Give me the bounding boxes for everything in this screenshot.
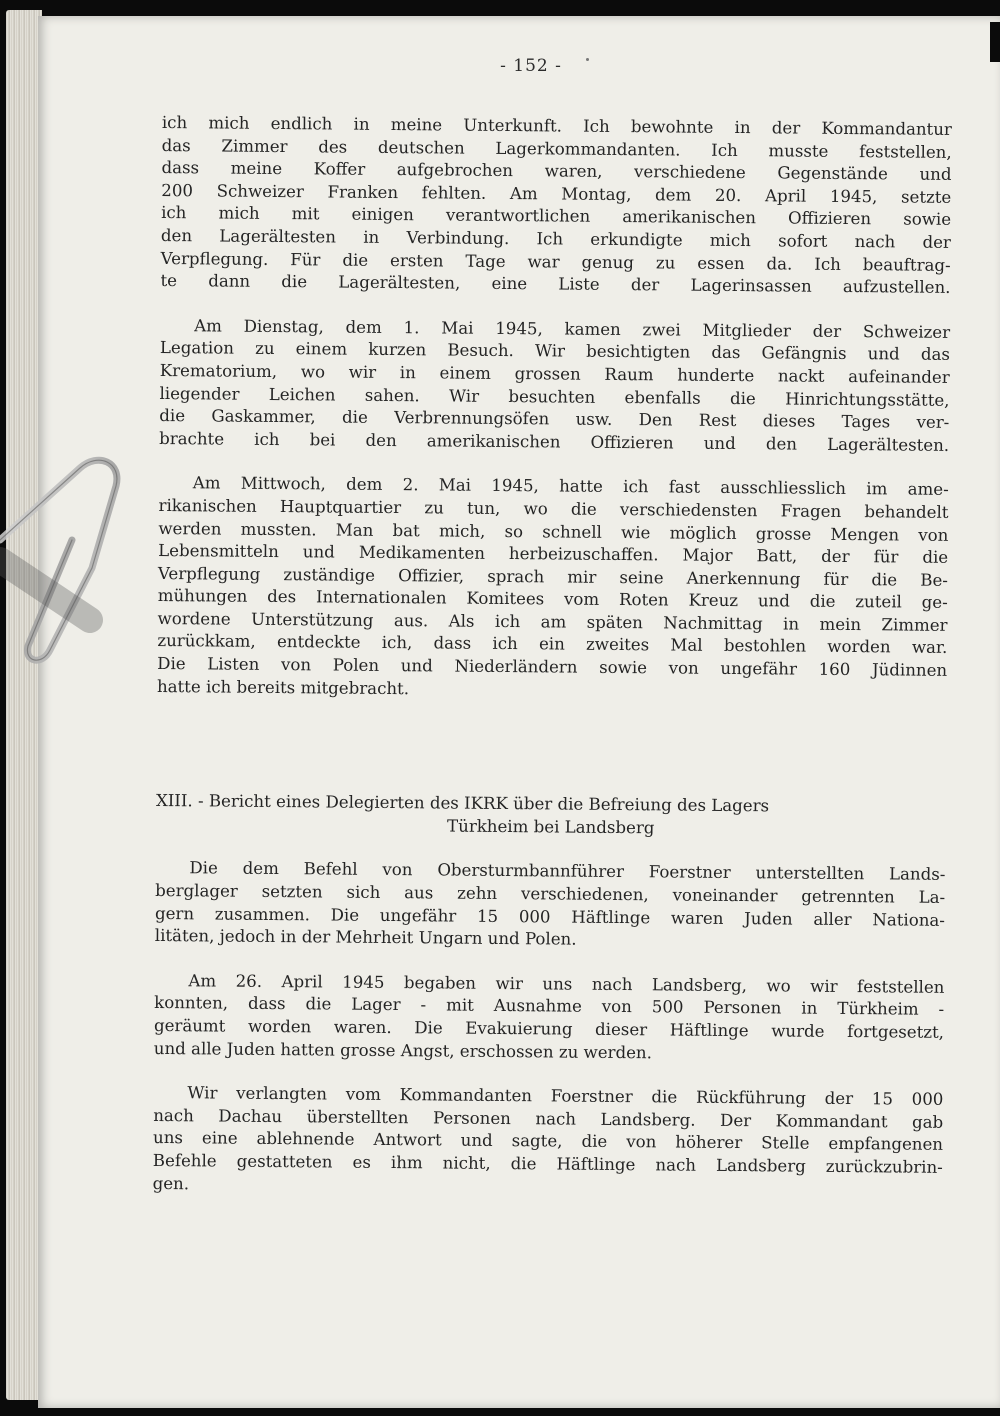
text-line: 200 Schweizer Franken fehlten. Am Montag, dem 20. April 1945, setzte (161, 180, 952, 207)
text-line: litäten, jedoch in der Mehrheit Ungarn und Polen. (154, 926, 577, 949)
text-line: Die dem Befehl von Obersturmbannführer Foerstner unterstellten Lands- (189, 858, 946, 885)
section-heading (156, 790, 946, 842)
text-line: ich mich mit einigen verantwortlichen amerikanischen Offizieren sowie (161, 203, 952, 230)
text-line: Am Dienstag, dem 1. Mai 1945, kamen zwei Mitglieder der Schweizer (194, 316, 951, 342)
book-page-edges (6, 10, 42, 1400)
text-line: uns eine ablehnende Antwort und sagte, die von höherer Stelle empfangenen (152, 1128, 944, 1155)
document-body (153, 112, 952, 1202)
text-line: gen. (152, 1173, 190, 1193)
text-line: Wir verlangten vom Kommandanten Foerstner die Rückführung der 15 000 (187, 1083, 944, 1110)
section-paragraph-2 (154, 970, 945, 1067)
text-line: den Lagerältesten in Verbindung. Ich erkundigte mich sofort nach der (160, 225, 951, 252)
text-line: Verpflegung zuständige Offizier, sprach mir seine Anerkennung für die Be- (157, 563, 949, 590)
text-line: gern zusammen. Die ungefähr 15 000 Häftlinge waren Juden aller Nationa- (154, 903, 946, 930)
text-line: zurückkam, entdeckte ich, dass ich ein zweites Mal bestohlen worden war. (157, 631, 948, 658)
section-paragraph-3 (153, 1082, 944, 1202)
text-line: hatte ich bereits mitgebracht. (156, 676, 410, 698)
text-line: rikanischen Hauptquartier zu tun, wo die verschiedensten Fragen behandelt (158, 495, 949, 522)
text-line: geräumt worden waren. Die Evakuierung dieser Häftlinge wurde fortgesetzt, (153, 1015, 945, 1042)
text-line: mühungen des Internationalen Komitees vom Roten Kreuz und die zuteil ge- (157, 586, 948, 613)
text-line: das Zimmer des deutschen Lagerkommandanten. Ich musste feststellen, (161, 135, 952, 162)
text-line: ich mich endlich in meine Unterkunft. Ich bewohnte in der Kommandantur (161, 112, 952, 139)
text-line: dass meine Koffer aufgebrochen waren, verschiedene Gegenstände und (161, 158, 952, 185)
text-line: te dann die Lagerältesten, eine Liste der Lagerinsassen aufzustellen. (160, 271, 951, 298)
text-line: Krematorium, wo wir in einem grossen Raum hunderte nackt aufeinander (159, 360, 950, 387)
paragraph-1 (160, 112, 952, 300)
text-line: brachte ich bei den amerikanischen Offizieren und den Lagerältesten. (159, 428, 950, 455)
paragraph-3 (157, 472, 949, 705)
text-line: nach Dachau überstellten Personen nach Landsberg. Der Kommandant gab (153, 1105, 944, 1132)
section-paragraph-1 (155, 857, 946, 954)
text-line: Befehle gestatteten es ihm nicht, die Häftlinge nach Landsberg zurückzubrin- (152, 1150, 943, 1177)
section-title-line-2: Türkheim bei Landsberg (447, 816, 655, 838)
text-line: Lebensmitteln und Medikamenten herbeizuschaffen. Major Batt, der für die (158, 541, 949, 567)
text-line: konnten, dass die Lager - mit Ausnahme von 500 Personen in Türkheim - (154, 993, 945, 1020)
text-line: wordene Unterstützung aus. Als ich am späten Nachmittag in mein Zimmer (157, 608, 948, 635)
text-line: Verpflegung. Für die ersten Tage war genug zu essen da. Ich beauftrag- (160, 248, 951, 275)
page-number: - 152 - (500, 56, 562, 76)
section-title-line-1: XIII. - Bericht eines Delegierten des IKRK über die Befreiung des Lagers (155, 791, 770, 816)
text-line: die Gaskammer, die Verbrennungsöfen usw. Den Rest dieses Tages ver- (159, 406, 950, 433)
text-line: und alle Juden hatten grosse Angst, erschossen zu werden. (153, 1038, 653, 1062)
paragraph-2 (159, 315, 950, 457)
text-line: Am 26. April 1945 begaben wir uns nach Landsberg, wo wir feststellen (188, 971, 945, 997)
text-line: Die Listen von Polen und Niederländern sowie von ungefähr 160 Jüdinnen (157, 654, 948, 680)
text-line: berglager setzten sich aus zehn verschiedenen, voneinander getrennten La- (155, 881, 946, 907)
text-line: Am Mittwoch, dem 2. Mai 1945, hatte ich fast ausschliesslich im ame- (192, 473, 949, 500)
text-line: werden mussten. Man bat mich, so schnell wie möglich grosse Mengen von (158, 518, 949, 545)
text-line: liegender Leichen sahen. Wir besuchten ebenfalls die Hinrichtungsstätte, (159, 383, 950, 410)
text-line: Legation zu einem kurzen Besuch. Wir besichtigten das Gefängnis und das (159, 338, 950, 365)
